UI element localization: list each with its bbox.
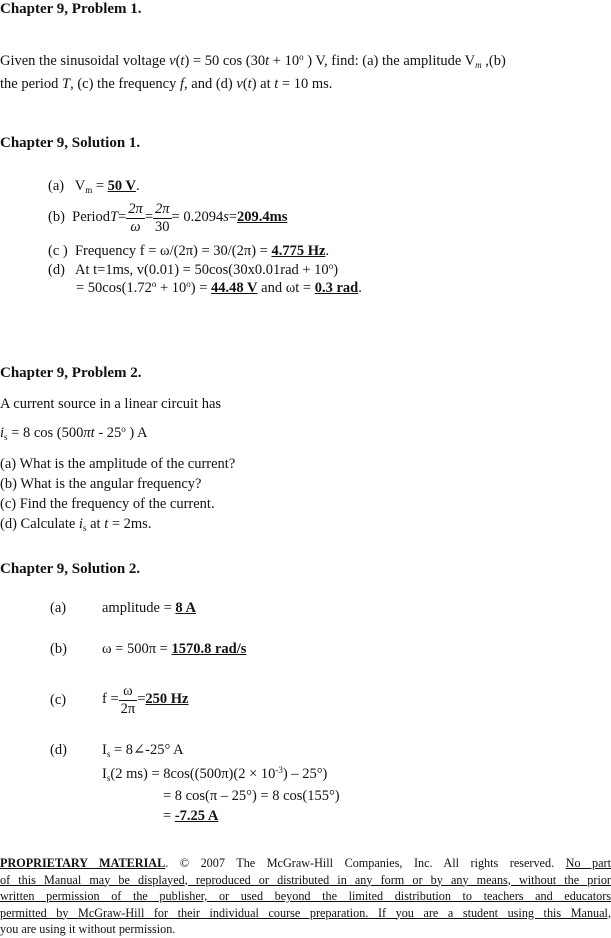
solution-1-part-a: (a) $V_m = 50$ V. (48, 178, 140, 195)
solution-2-part-d-line-2: $I_s(2$ $ms) = 8\cos((500\pi)(2 \times 10^{-3}) - 25^\circ)$ (102, 765, 328, 783)
problem-1-line-2: the period T, (c) the frequency f, and (d) v(t) at t = 10 ms. (0, 76, 333, 92)
solution-1-part-c: (c ) Frequency f = ω/(2π) = 30/(2π) = 4.775 Hz. (48, 243, 330, 259)
solution-1-part-b: (b) Period T = $\frac{2\pi}{\omega}$ = $\frac{2\pi}{30}$ = 0.2094 s = 209.4ms (48, 200, 288, 235)
problem-1-heading: Chapter 9, Problem 1. (0, 1, 142, 17)
problem-1-line-1: Given the sinusoidal voltage v(t) = 50 $\cos (30t + 10^o$ ) V, find: (a) the amplitude $V_m$ ,(b) (0, 52, 506, 70)
solution-1-heading: Chapter 9, Solution 1. (0, 135, 141, 151)
solution-2-part-a: (a) (50, 600, 67, 616)
solution-2-part-b-text: ω = 500π = 1570.8 rad/s (102, 641, 247, 657)
problem-2-heading: Chapter 9, Problem 2. (0, 365, 142, 381)
solution-1-part-d-line-2: = $50\cos(1.72^o + 10^o) = 44.48$ V and ωt = 0.3 rad. (76, 279, 362, 296)
notice-line-2: of this Manual may be displayed, reproduced or distributed in any form or by any means, without the prior (0, 872, 611, 887)
fraction-omega-over-2pi: $\frac{\omega}{2\pi}$ (120, 682, 136, 717)
problem-2-intro: A current source in a linear circuit has (0, 396, 222, 412)
problem-2-question-a: (a) What is the amplitude of the current? (0, 456, 236, 472)
fraction-2pi-over-30: $\frac{2\pi}{30}$ (155, 200, 170, 235)
solution-2-part-c: (c) (50, 692, 67, 708)
solution-1-part-d-line-1: (d) At t=1ms, $v(0.01) = 50\cos(30x0.01rad + 10^o)$ (48, 261, 339, 278)
notice-line-1: PROPRIETARY MATERIAL. © 2007 The McGraw-Hill Companies, Inc. All rights reserved. No part (0, 856, 611, 870)
problem-2-question-b: (b) What is the angular frequency? (0, 476, 202, 492)
solution-2-part-d-line-3: = 8 cos(π – 25°) = 8 cos(155°) (163, 788, 340, 804)
solution-2-part-d-line-1: $I_s$ = 8∠-25° A (102, 742, 184, 759)
problem-2-equation: $i_s = 8$ cos (500πt - 25$^o$ ) A (0, 424, 148, 442)
solution-2-part-a-text: amplitude = 8 A (102, 600, 196, 616)
notice-line-4: permitted by McGraw-Hill for their individual course preparation. If you are a student using this Manual, (0, 905, 611, 920)
notice-line-3: written permission of the publisher, or used beyond the limited distribution to teachers and educators (0, 889, 611, 903)
solution-2-part-d-line-4: = -7.25 A (163, 808, 219, 824)
proprietary-notice (0, 855, 611, 938)
solution-2-part-c-text: f = $\frac{\omega}{2\pi}$ = 250 Hz (102, 682, 189, 717)
solution-2-heading: Chapter 9, Solution 2. (0, 561, 141, 577)
problem-2-question-c: (c) Find the frequency of the current. (0, 496, 215, 512)
solution-2-part-b: (b) (50, 641, 67, 657)
solution-2-part-d: (d) (50, 742, 67, 758)
fraction-2pi-over-omega: $\frac{2\pi}{\omega}$ (128, 200, 143, 235)
notice-line-5: you are using it without permission. (0, 922, 176, 936)
problem-2-question-d: (d) Calculate $i_s$ at t = 2ms. (0, 516, 152, 533)
